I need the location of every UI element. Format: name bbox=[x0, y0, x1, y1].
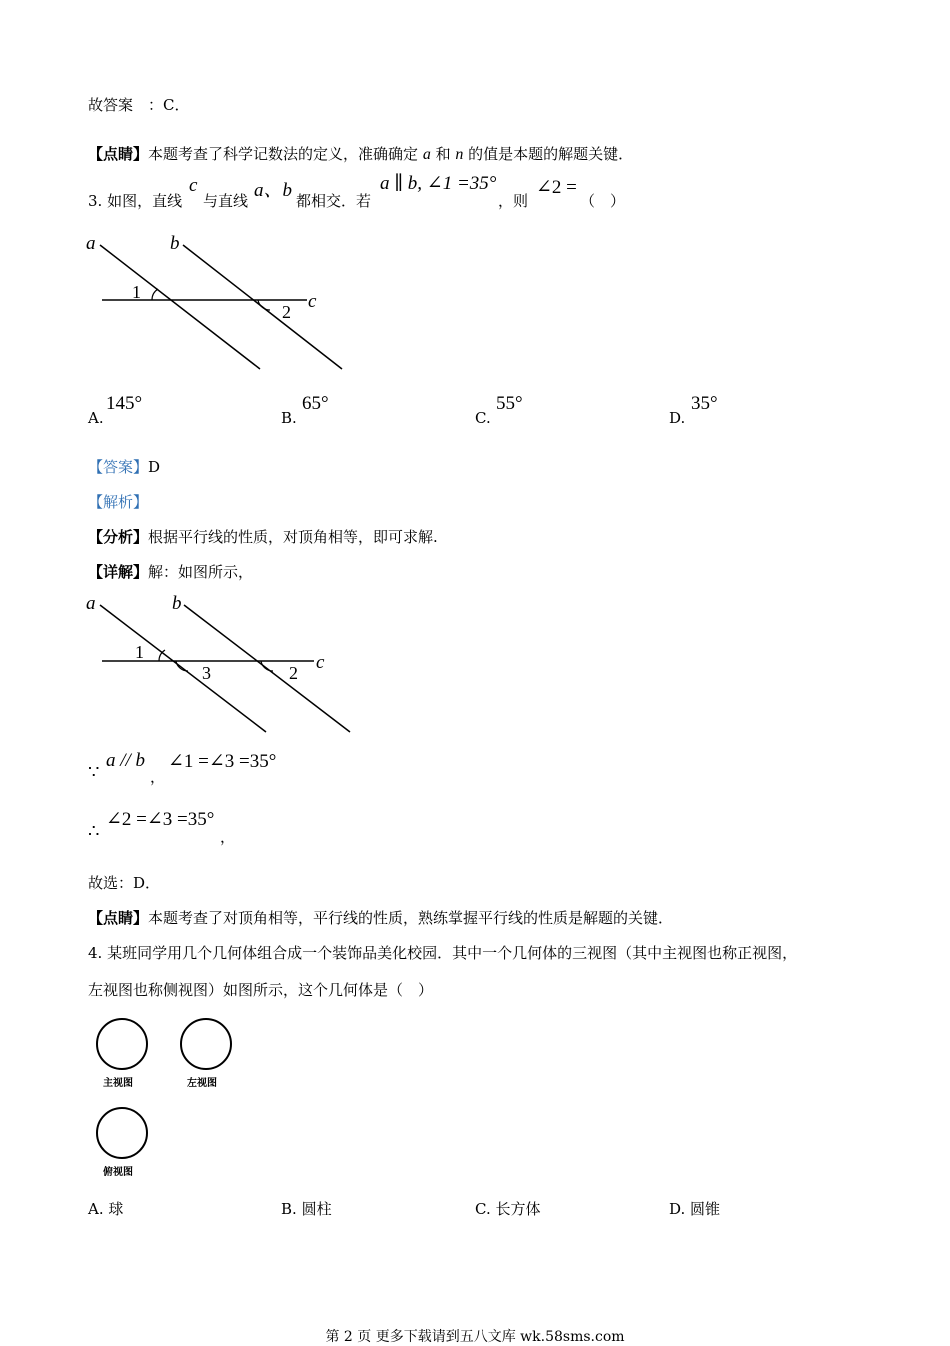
because-parallel: a // b bbox=[106, 750, 146, 771]
angle-2-arc bbox=[261, 661, 273, 671]
front-view-label: 主视图 bbox=[103, 1078, 133, 1089]
fenxi-tag: 【分析】 bbox=[88, 528, 149, 546]
option-b-label: B. bbox=[281, 409, 297, 427]
q4-option-a-label: A. bbox=[88, 1200, 104, 1218]
fenxi bbox=[88, 526, 438, 547]
label-1: 1 bbox=[132, 282, 141, 302]
therefore-comma: ， bbox=[220, 828, 236, 846]
q4-option-c-value: 长方体 bbox=[495, 1200, 541, 1218]
therefore-symbol: ∴ bbox=[88, 821, 100, 842]
dianjing-text: 本题考查了对顶角相等，平行线的性质，熟练掌握平行线的性质是解题的关键． bbox=[148, 909, 674, 927]
dianjing-tag: 【点睛】 bbox=[88, 145, 149, 163]
page-footer: 第 2 页 更多下载请到五八文库 wk.58sms.com bbox=[325, 1329, 625, 1345]
q3-paren: （ ） bbox=[580, 192, 626, 210]
q3-prefix: 3. 如图，直线 bbox=[88, 192, 183, 210]
q4-option-c-label: C. bbox=[475, 1200, 491, 1218]
xiangjie bbox=[88, 561, 253, 582]
angle-2-arc bbox=[258, 300, 270, 310]
var-c: c bbox=[189, 175, 198, 196]
answer-line: 故答案 ：C． bbox=[88, 96, 190, 114]
label-a: a bbox=[86, 593, 96, 614]
answer-tag: 【答案】 bbox=[88, 458, 149, 476]
xiangjie-text: 解：如图所示， bbox=[148, 563, 254, 581]
angle-1-arc bbox=[152, 289, 158, 300]
label-1: 1 bbox=[135, 642, 144, 662]
figure-parallel-lines bbox=[80, 228, 370, 378]
label-2: 2 bbox=[282, 302, 291, 322]
q3-text: ，则 bbox=[498, 192, 529, 210]
q4-option-d-value: 圆锥 bbox=[690, 1200, 721, 1218]
var-ab: a、b bbox=[254, 180, 293, 201]
therefore-angles: ∠2 =∠3 =35° bbox=[106, 809, 215, 830]
top-view-circle bbox=[96, 1107, 148, 1159]
label-c: c bbox=[316, 652, 325, 673]
dianjing-1 bbox=[88, 143, 633, 164]
option-d-value: 35° bbox=[691, 393, 718, 414]
figure-solution-lines bbox=[80, 588, 370, 738]
left-view-label: 左视图 bbox=[187, 1078, 217, 1089]
dianjing-text: 和 bbox=[435, 145, 451, 163]
option-a-value: 145° bbox=[106, 393, 143, 414]
label-b: b bbox=[170, 233, 180, 254]
var-n: n bbox=[455, 146, 464, 163]
answer-value: D bbox=[148, 458, 161, 476]
line-a bbox=[100, 245, 260, 369]
q4-option-d-label: D. bbox=[669, 1200, 686, 1218]
because-comma: ， bbox=[150, 768, 166, 786]
option-a-label: A. bbox=[88, 409, 104, 427]
xiangjie-tag: 【详解】 bbox=[88, 563, 149, 581]
angle-3-arc bbox=[176, 661, 188, 671]
fenxi-text: 根据平行线的性质，对顶角相等，即可求解. bbox=[148, 528, 438, 546]
top-view-label: 俯视图 bbox=[103, 1167, 133, 1178]
dianjing-tag: 【点睛】 bbox=[88, 909, 149, 927]
guxuan: 故选：D． bbox=[88, 874, 161, 892]
left-view-circle bbox=[180, 1018, 232, 1070]
option-b-value: 65° bbox=[302, 393, 329, 414]
front-view-circle bbox=[96, 1018, 148, 1070]
q4-option-c bbox=[475, 1198, 541, 1219]
label-3: 3 bbox=[202, 663, 211, 683]
because-symbol: ∵ bbox=[88, 762, 100, 783]
because-angles: ∠1 =∠3 =35° bbox=[168, 751, 277, 772]
q4-option-b-label: B. bbox=[281, 1200, 297, 1218]
dianjing-text: 本题考查了科学记数法的定义，准确确定 bbox=[148, 145, 419, 163]
label-a: a bbox=[86, 233, 96, 254]
q3-text: 都相交．若 bbox=[296, 192, 372, 210]
var-a: a bbox=[422, 146, 431, 163]
option-c-label: C. bbox=[475, 409, 491, 427]
line-a bbox=[100, 605, 266, 732]
answer bbox=[88, 456, 160, 477]
q3-text: 与直线 bbox=[203, 192, 249, 210]
option-c-value: 55° bbox=[496, 393, 523, 414]
label-b: b bbox=[172, 593, 182, 614]
option-d-label: D. bbox=[669, 409, 686, 427]
q4-option-a bbox=[88, 1198, 123, 1219]
q4-option-a-value: 球 bbox=[108, 1200, 124, 1218]
q3-condition: a ∥ b, ∠1 =35° bbox=[380, 173, 497, 194]
q4-option-b bbox=[281, 1198, 332, 1219]
jiexi-tag: 【解析】 bbox=[88, 493, 149, 511]
dianjing-text: 的值是本题的解题关键． bbox=[468, 145, 634, 163]
q4-line2: 左视图也称侧视图）如图所示，这个几何体是（ ） bbox=[88, 981, 434, 999]
q4-line1: 4. 某班同学用几个几何体组合成一个装饰品美化校园．其中一个几何体的三视图（其中主视图也称正视图， bbox=[88, 944, 798, 962]
q4-option-d bbox=[669, 1198, 720, 1219]
label-2: 2 bbox=[289, 663, 298, 683]
dianjing-2 bbox=[88, 907, 673, 928]
q3-ask: ∠2 = bbox=[536, 177, 577, 198]
label-c: c bbox=[308, 291, 317, 312]
q4-option-b-value: 圆柱 bbox=[301, 1200, 332, 1218]
